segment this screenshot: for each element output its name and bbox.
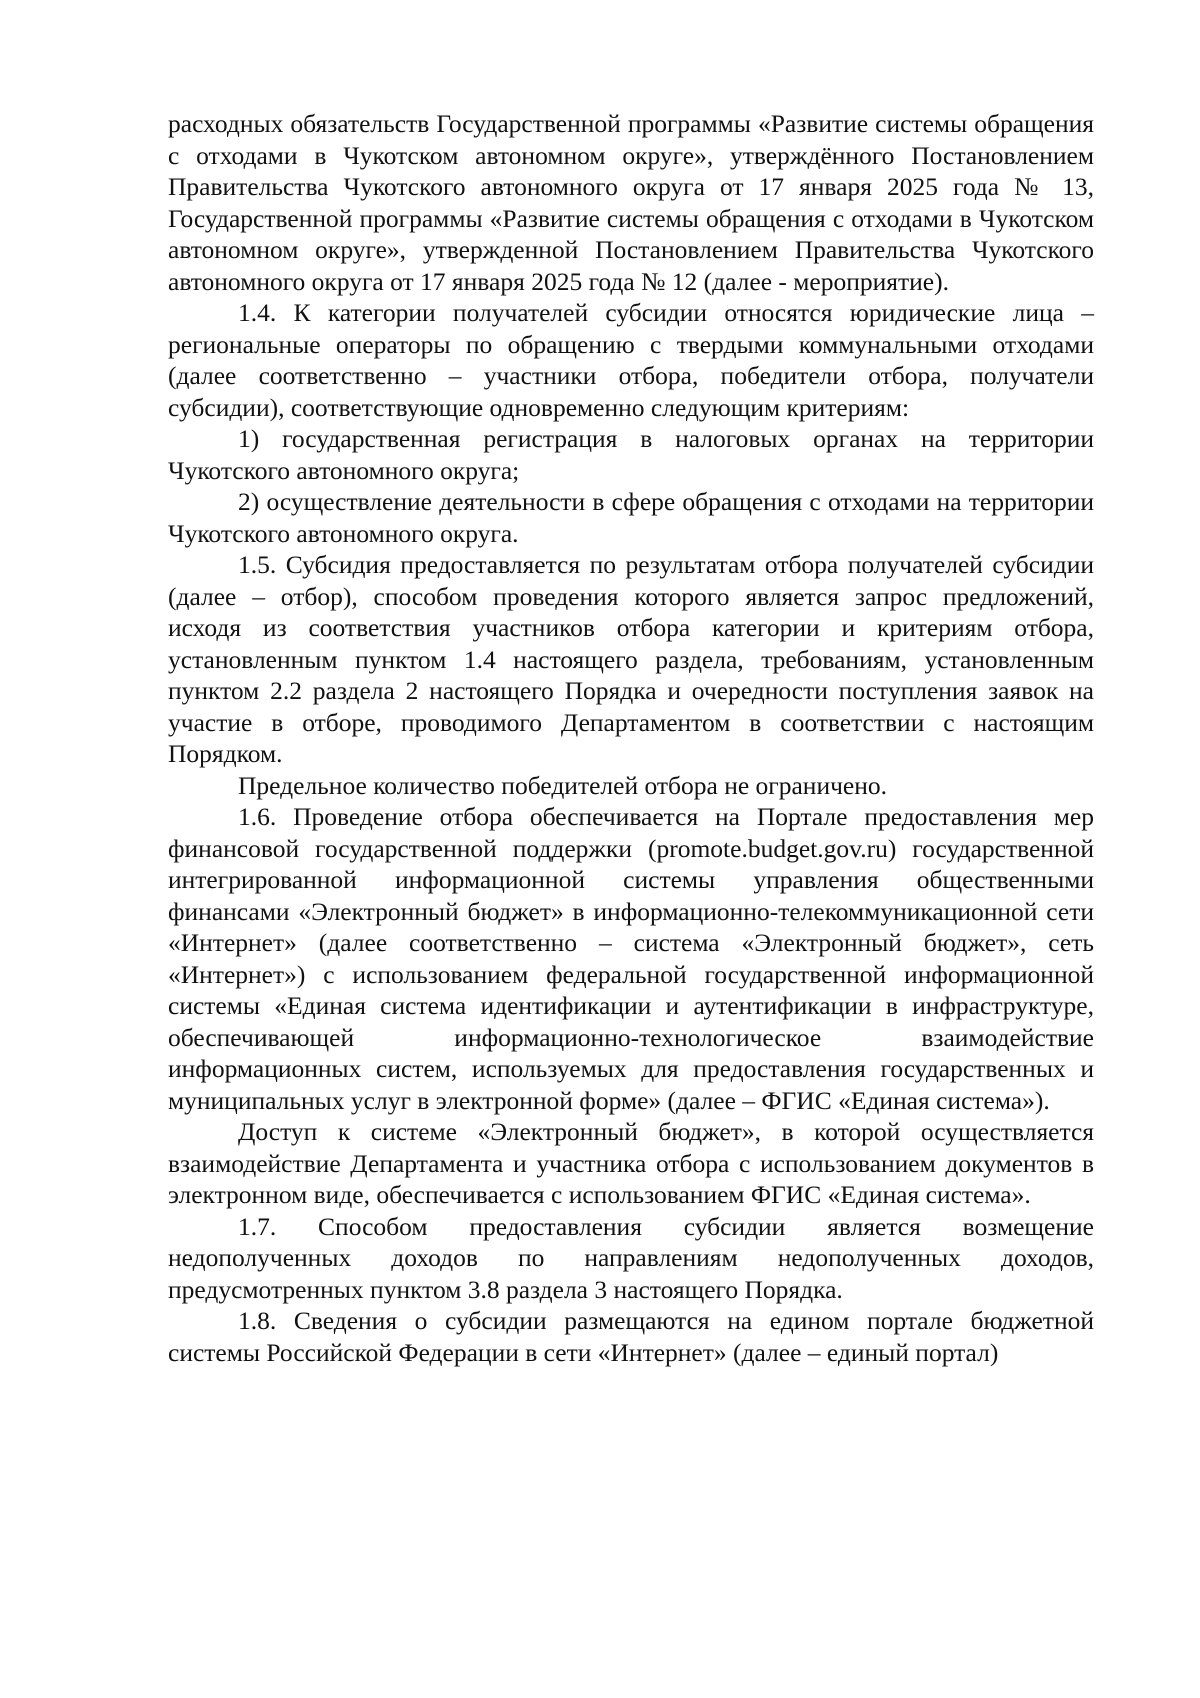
paragraph-access: Доступ к системе «Электронный бюджет», в которой осуществляется взаимодействие Департамента и участника отбора с использованием документов в электронном виде, обеспечивается с использованием ФГИС «Единая система». [168,1117,1094,1209]
paragraph-1-6: 1.6. Проведение отбора обеспечивается на Портале предоставления мер финансовой государственной поддержки (promote.budget.gov.ru) государственной интегрированной информационной системы управления общественными финансами «Электронный бюджет» в информационно-телекоммуникационной сети «Интернет» (далее соответственно – система «Электронный бюджет», сеть «Интернет») с использованием федеральной государственной информационной системы «Единая система идентификации и аутентификации в инфраструктуре, обеспечивающей информационно-технологическое взаимодействие информационных систем, используемых для предоставления государственных и муниципальных услуг в электронной форме» (далее – ФГИС «Единая система»). [168,802,1094,1115]
paragraph-1-4-item-1: 1) государственная регистрация в налоговых органах на территории Чукотского автономного округа; [168,424,1094,485]
paragraph-winners-limit: Предельное количество победителей отбора не ограничено. [238,770,888,800]
paragraph-1-4-item-2: 2) осуществление деятельности в сфере обращения с отходами на территории Чукотского автономного округа. [168,487,1094,548]
document-page [168,108,1094,1368]
paragraph-1-8: 1.8. Сведения о субсидии размещаются на едином портале бюджетной системы Российской Федерации в сети «Интернет» (далее – единый портал) [168,1306,1094,1367]
paragraph-1-5: 1.5. Субсидия предоставляется по результатам отбора получателей субсидии (далее – отбор), способом проведения которого является запрос предложений, исходя из соответствия участников отбора категории и критериям отбора, установленным пунктом 1.4 настоящего раздела, требованиям, установленным пунктом 2.2 раздела 2 настоящего Порядка и очередности поступления заявок на участие в отборе, проводимого Департаментом в соответствии с настоящим Порядком. [168,550,1094,768]
paragraph-continuation: расходных обязательств Государственной программы «Развитие системы обращения с отходами в Чукотском автономном округе», утверждённого Постановлением Правительства Чукотского автономного округа от 17 января 2025 года № 13, Государственной программы «Развитие системы обращения с отходами в Чукотском автономном округе», утвержденной Постановлением Правительства Чукотского автономного округа от 17 января 2025 года № 12 (далее - мероприятие). [168,109,1094,296]
paragraph-1-4: 1.4. К категории получателей субсидии относятся юридические лица – региональные операторы по обращению с твердыми коммунальными отходами (далее соответственно – участники отбора, победители отбора, получатели субсидии), соответствующие одновременно следующим критериям: [168,298,1094,422]
paragraph-1-7: 1.7. Способом предоставления субсидии является возмещение недополученных доходов по направлениям недополученных доходов, предусмотренных пунктом 3.8 раздела 3 настоящего Порядка. [168,1211,1094,1304]
